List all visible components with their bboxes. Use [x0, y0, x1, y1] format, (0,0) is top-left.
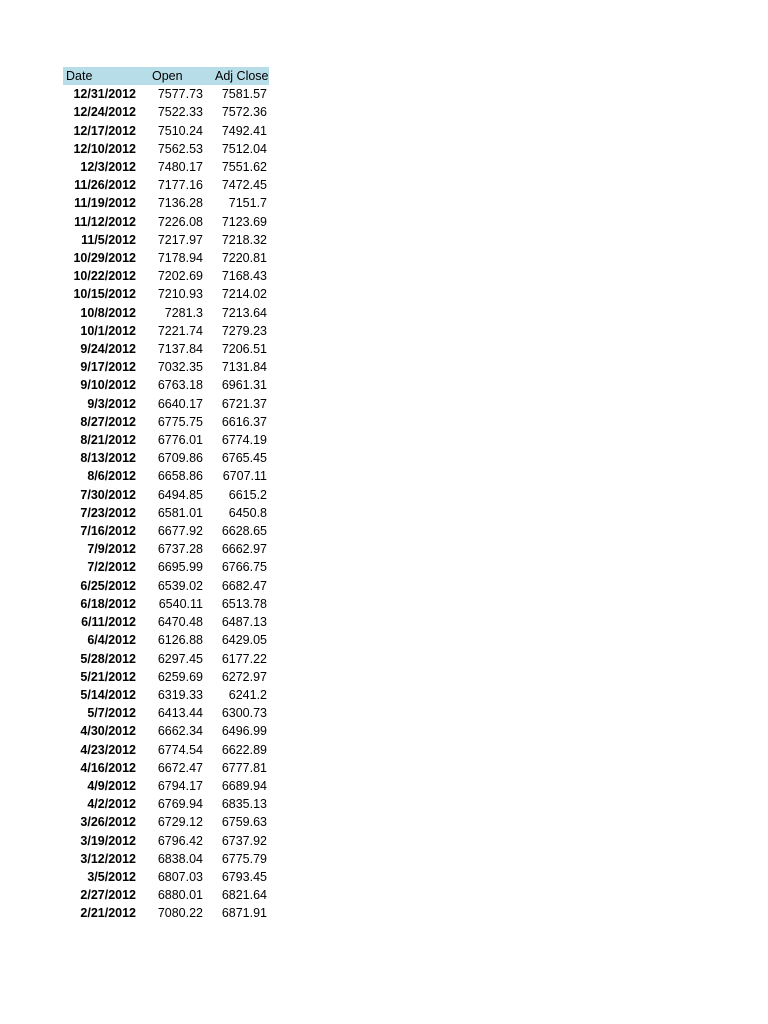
table-row	[63, 231, 269, 249]
table-row	[63, 522, 269, 540]
table-row	[63, 886, 269, 904]
table-row	[63, 431, 269, 449]
table-row	[63, 122, 269, 140]
open-cell: 7226.08	[157, 214, 203, 229]
date-cell: 10/29/2012	[73, 251, 136, 266]
date-cell: 4/16/2012	[80, 760, 136, 775]
table-body	[63, 85, 269, 922]
table-row	[63, 686, 269, 704]
date-cell: 5/28/2012	[80, 651, 136, 666]
open-cell: 6126.88	[157, 633, 203, 648]
table-row	[63, 358, 269, 376]
date-cell: 12/24/2012	[73, 105, 136, 120]
adj-close-cell: 7279.23	[221, 323, 267, 338]
table-row	[63, 194, 269, 212]
date-cell: 12/31/2012	[73, 87, 136, 102]
adj-close-cell: 6487.13	[221, 615, 267, 630]
date-cell: 8/6/2012	[87, 469, 136, 484]
date-cell: 7/16/2012	[80, 524, 136, 539]
open-cell: 7480.17	[157, 160, 203, 175]
table-row	[63, 540, 269, 558]
adj-close-cell: 6835.13	[221, 797, 267, 812]
table-row	[63, 613, 269, 631]
adj-close-cell: 6513.78	[221, 596, 267, 611]
open-cell: 6677.92	[157, 524, 203, 539]
open-cell: 7217.97	[157, 232, 203, 247]
date-cell: 11/12/2012	[74, 214, 136, 229]
date-cell: 10/1/2012	[80, 323, 136, 338]
adj-close-header: Adj Close	[205, 67, 269, 85]
adj-close-cell: 6774.19	[221, 433, 267, 448]
date-cell: 3/12/2012	[80, 851, 136, 866]
date-cell: 10/22/2012	[73, 269, 136, 284]
open-cell: 7080.22	[157, 906, 203, 921]
open-cell: 6662.34	[157, 724, 203, 739]
open-cell: 7136.28	[157, 196, 203, 211]
table-row	[63, 467, 269, 485]
open-cell: 7562.53	[157, 141, 203, 156]
open-cell: 6763.18	[157, 378, 203, 393]
adj-close-cell: 7512.04	[221, 141, 267, 156]
table-row	[63, 631, 269, 649]
adj-close-cell: 6628.65	[221, 524, 267, 539]
date-cell: 2/21/2012	[80, 906, 136, 921]
adj-close-cell: 7168.43	[221, 269, 267, 284]
open-cell: 7210.93	[157, 287, 203, 302]
date-cell: 7/30/2012	[80, 487, 136, 502]
table-row	[63, 868, 269, 886]
open-cell: 7202.69	[157, 269, 203, 284]
open-cell: 6775.75	[157, 414, 203, 429]
table-row	[63, 103, 269, 121]
open-cell: 6838.04	[157, 851, 203, 866]
open-cell: 7577.73	[157, 87, 203, 102]
table-row	[63, 832, 269, 850]
adj-close-cell: 6682.47	[221, 578, 267, 593]
adj-close-cell: 6272.97	[221, 669, 267, 684]
table-row	[63, 340, 269, 358]
open-cell: 6769.94	[157, 797, 203, 812]
date-cell: 9/17/2012	[80, 360, 136, 375]
date-cell: 3/26/2012	[80, 815, 136, 830]
open-cell: 6297.45	[157, 651, 203, 666]
date-cell: 12/17/2012	[73, 123, 136, 138]
adj-close-cell: 7218.32	[221, 232, 267, 247]
date-cell: 6/18/2012	[80, 596, 136, 611]
date-cell: 7/2/2012	[87, 560, 136, 575]
open-cell: 7281.3	[164, 305, 203, 320]
date-cell: 6/4/2012	[87, 633, 136, 648]
open-cell: 6695.99	[157, 560, 203, 575]
open-cell: 6774.54	[157, 742, 203, 757]
open-header: Open	[140, 67, 205, 85]
adj-close-cell: 7551.62	[221, 160, 267, 175]
open-cell: 7221.74	[157, 323, 203, 338]
table-row	[63, 140, 269, 158]
date-cell: 2/27/2012	[80, 888, 136, 903]
open-cell: 6259.69	[157, 669, 203, 684]
table-row	[63, 486, 269, 504]
date-cell: 9/3/2012	[87, 396, 136, 411]
date-cell: 9/24/2012	[80, 342, 136, 357]
table-row	[63, 850, 269, 868]
table-row	[63, 813, 269, 831]
adj-close-cell: 6821.64	[221, 888, 267, 903]
adj-close-cell: 6777.81	[221, 760, 267, 775]
table-row	[63, 413, 269, 431]
adj-close-cell: 6766.75	[221, 560, 267, 575]
table-row	[63, 759, 269, 777]
open-cell: 7177.16	[157, 178, 203, 193]
table-row	[63, 650, 269, 668]
open-cell: 6540.11	[158, 596, 203, 611]
open-cell: 6658.86	[157, 469, 203, 484]
adj-close-cell: 6793.45	[221, 869, 267, 884]
table-row	[63, 213, 269, 231]
price-table	[63, 67, 269, 923]
table-row	[63, 158, 269, 176]
date-cell: 5/14/2012	[80, 687, 136, 702]
adj-close-cell: 7492.41	[221, 123, 267, 138]
open-cell: 6494.85	[157, 487, 203, 502]
adj-close-cell: 7131.84	[221, 360, 267, 375]
table-row	[63, 704, 269, 722]
date-cell: 8/13/2012	[80, 451, 136, 466]
table-row	[63, 449, 269, 467]
open-cell: 6672.47	[157, 760, 203, 775]
date-cell: 3/5/2012	[87, 869, 136, 884]
adj-close-cell: 7220.81	[221, 251, 267, 266]
table-row	[63, 777, 269, 795]
date-cell: 5/21/2012	[80, 669, 136, 684]
adj-close-cell: 6615.2	[228, 487, 267, 502]
date-cell: 11/19/2012	[74, 196, 136, 211]
open-cell: 6807.03	[157, 869, 203, 884]
table-row	[63, 504, 269, 522]
table-row	[63, 741, 269, 759]
open-cell: 6539.02	[157, 578, 203, 593]
date-cell: 10/8/2012	[80, 305, 136, 320]
adj-close-cell: 6759.63	[221, 815, 267, 830]
date-cell: 12/3/2012	[80, 160, 136, 175]
table-row	[63, 395, 269, 413]
adj-close-cell: 6765.45	[221, 451, 267, 466]
adj-close-cell: 6300.73	[221, 706, 267, 721]
date-cell: 3/19/2012	[80, 833, 136, 848]
open-cell: 6794.17	[157, 778, 203, 793]
adj-close-cell: 6871.91	[221, 906, 267, 921]
open-cell: 7522.33	[157, 105, 203, 120]
table-row	[63, 668, 269, 686]
table-row	[63, 249, 269, 267]
adj-close-cell: 7213.64	[221, 305, 267, 320]
table-row	[63, 304, 269, 322]
adj-close-cell: 6622.89	[221, 742, 267, 757]
table-row	[63, 795, 269, 813]
open-cell: 7178.94	[157, 251, 203, 266]
adj-close-cell: 7581.57	[221, 87, 267, 102]
table-row	[63, 267, 269, 285]
adj-close-cell: 6496.99	[221, 724, 267, 739]
adj-close-cell: 7151.7	[228, 196, 267, 211]
open-cell: 6737.28	[157, 542, 203, 557]
open-cell: 6776.01	[157, 433, 203, 448]
table-row	[63, 176, 269, 194]
date-cell: 7/23/2012	[80, 505, 136, 520]
open-cell: 7510.24	[157, 123, 203, 138]
adj-close-cell: 7123.69	[221, 214, 267, 229]
adj-close-cell: 6450.8	[228, 505, 267, 520]
date-cell: 4/30/2012	[80, 724, 136, 739]
open-cell: 7137.84	[157, 342, 203, 357]
date-cell: 6/11/2012	[81, 615, 136, 630]
header-row	[63, 67, 269, 85]
adj-close-cell: 6616.37	[221, 414, 267, 429]
adj-close-cell: 6429.05	[221, 633, 267, 648]
open-cell: 6880.01	[157, 888, 203, 903]
date-cell: 8/27/2012	[80, 414, 136, 429]
adj-close-cell: 6721.37	[221, 396, 267, 411]
table-row	[63, 85, 269, 103]
table-row	[63, 577, 269, 595]
adj-close-cell: 7206.51	[221, 342, 267, 357]
date-cell: 6/25/2012	[80, 578, 136, 593]
date-header: Date	[63, 67, 140, 85]
date-cell: 10/15/2012	[73, 287, 136, 302]
date-cell: 4/9/2012	[87, 778, 136, 793]
table-row	[63, 558, 269, 576]
table-row	[63, 285, 269, 303]
date-cell: 4/2/2012	[87, 797, 136, 812]
adj-close-cell: 7472.45	[221, 178, 267, 193]
adj-close-cell: 6241.2	[228, 687, 267, 702]
date-cell: 12/10/2012	[73, 141, 136, 156]
open-cell: 6319.33	[157, 687, 203, 702]
open-cell: 7032.35	[157, 360, 203, 375]
table-row	[63, 322, 269, 340]
date-cell: 7/9/2012	[87, 542, 136, 557]
date-cell: 4/23/2012	[80, 742, 136, 757]
open-cell: 6796.42	[157, 833, 203, 848]
adj-close-cell: 6961.31	[221, 378, 267, 393]
date-cell: 5/7/2012	[87, 706, 136, 721]
date-cell: 11/26/2012	[74, 178, 136, 193]
adj-close-cell: 7572.36	[221, 105, 267, 120]
adj-close-cell: 6662.97	[221, 542, 267, 557]
open-cell: 6729.12	[157, 815, 203, 830]
date-cell: 8/21/2012	[80, 433, 136, 448]
adj-close-cell: 6707.11	[222, 469, 267, 484]
open-cell: 6709.86	[157, 451, 203, 466]
table-row	[63, 722, 269, 740]
adj-close-cell: 6177.22	[221, 651, 267, 666]
open-cell: 6413.44	[157, 706, 203, 721]
adj-close-cell: 7214.02	[221, 287, 267, 302]
date-cell: 11/5/2012	[81, 232, 136, 247]
open-cell: 6581.01	[157, 505, 203, 520]
table-row	[63, 595, 269, 613]
adj-close-cell: 6689.94	[221, 778, 267, 793]
table-row	[63, 376, 269, 394]
open-cell: 6470.48	[157, 615, 203, 630]
table-row	[63, 904, 269, 922]
date-cell: 9/10/2012	[80, 378, 136, 393]
adj-close-cell: 6775.79	[221, 851, 267, 866]
open-cell: 6640.17	[157, 396, 203, 411]
adj-close-cell: 6737.92	[221, 833, 267, 848]
